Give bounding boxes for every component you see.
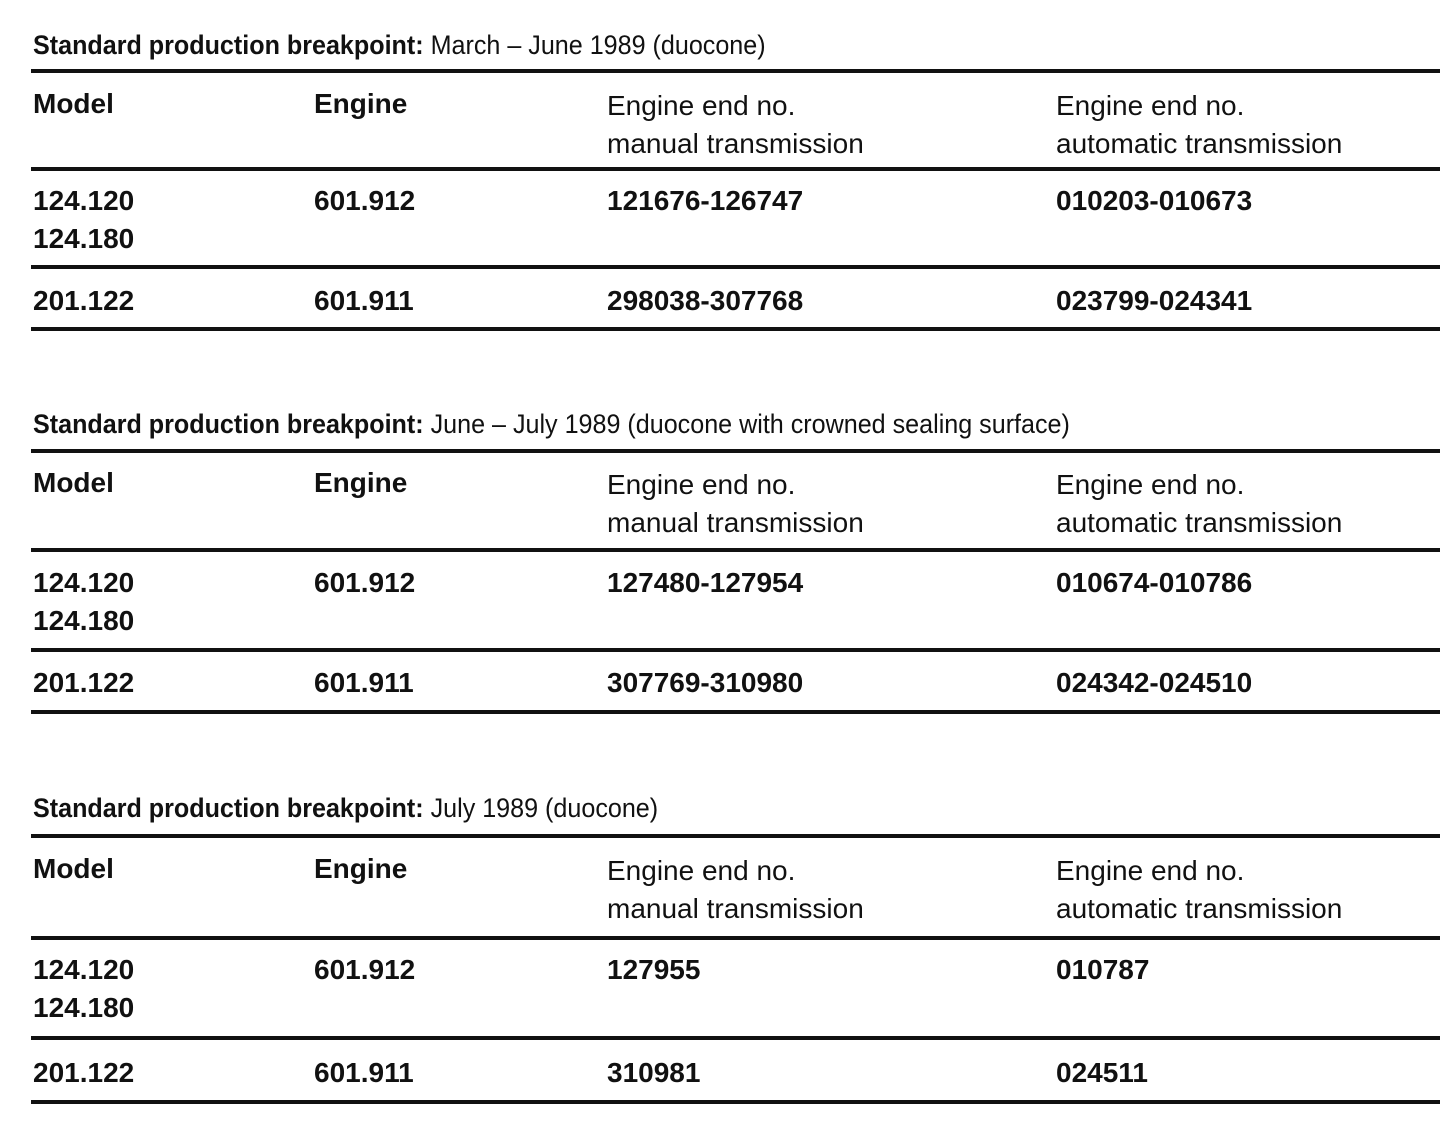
section-title bbox=[33, 406, 1070, 442]
header-model: Model bbox=[33, 88, 114, 119]
header-automatic-line1: Engine end no. bbox=[1056, 855, 1245, 886]
row-model bbox=[33, 564, 134, 640]
breakpoint-table-july bbox=[31, 790, 1440, 1110]
row-model-line1: 124.120 bbox=[33, 185, 135, 216]
header-manual-line1: Engine end no. bbox=[607, 469, 796, 500]
row-automatic: 023799-024341 bbox=[1056, 285, 1253, 316]
row-engine: 601.912 bbox=[314, 567, 416, 598]
header-automatic bbox=[1056, 466, 1342, 542]
header-manual bbox=[607, 87, 864, 163]
row-engine: 601.912 bbox=[314, 185, 416, 216]
row-model-line2: 124.180 bbox=[33, 223, 135, 254]
rule-top bbox=[31, 834, 1440, 838]
row-model: 201.122 bbox=[33, 285, 135, 316]
section-title-label: Standard production breakpoint: bbox=[33, 793, 424, 823]
row-model bbox=[33, 182, 134, 258]
header-automatic-line1: Engine end no. bbox=[1056, 469, 1245, 500]
rule-bottom bbox=[31, 710, 1440, 714]
section-title bbox=[33, 27, 766, 63]
rule-row bbox=[31, 1036, 1440, 1040]
rule-row bbox=[31, 265, 1440, 269]
header-manual-line1: Engine end no. bbox=[607, 90, 796, 121]
row-automatic: 024511 bbox=[1056, 1057, 1148, 1088]
row-automatic: 010787 bbox=[1056, 954, 1150, 985]
rule-row bbox=[31, 648, 1440, 652]
rule-bottom bbox=[31, 1100, 1440, 1104]
header-manual-line1: Engine end no. bbox=[607, 855, 796, 886]
row-model: 201.122 bbox=[33, 667, 135, 698]
rule-header bbox=[31, 167, 1440, 171]
row-manual: 127480-127954 bbox=[607, 567, 804, 598]
header-manual bbox=[607, 852, 864, 928]
row-engine: 601.911 bbox=[314, 285, 414, 316]
row-model: 201.122 bbox=[33, 1057, 135, 1088]
row-manual: 298038-307768 bbox=[607, 285, 804, 316]
header-engine: Engine bbox=[314, 853, 408, 884]
header-manual-line2: manual transmission bbox=[607, 507, 864, 538]
row-manual: 307769-310980 bbox=[607, 667, 804, 698]
header-automatic-line2: automatic transmission bbox=[1056, 507, 1343, 538]
rule-header bbox=[31, 936, 1440, 940]
row-automatic: 010203-010673 bbox=[1056, 185, 1253, 216]
row-engine: 601.911 bbox=[314, 1057, 414, 1088]
breakpoint-table-march-june bbox=[31, 27, 1440, 337]
header-automatic bbox=[1056, 852, 1342, 928]
header-model: Model bbox=[33, 853, 114, 884]
row-model-line1: 124.120 bbox=[33, 567, 135, 598]
header-engine: Engine bbox=[314, 467, 408, 498]
row-manual: 121676-126747 bbox=[607, 185, 804, 216]
header-automatic-line1: Engine end no. bbox=[1056, 90, 1245, 121]
breakpoint-table-june-july bbox=[31, 406, 1440, 716]
section-title-label: Standard production breakpoint: bbox=[33, 30, 424, 60]
header-automatic-line2: automatic transmission bbox=[1056, 128, 1343, 159]
row-model-line2: 124.180 bbox=[33, 992, 135, 1023]
section-title bbox=[33, 790, 658, 826]
row-model-line1: 124.120 bbox=[33, 954, 135, 985]
row-model-line2: 124.180 bbox=[33, 605, 135, 636]
section-title-period: March – June 1989 (duocone) bbox=[423, 30, 766, 60]
section-title-period: July 1989 (duocone) bbox=[423, 793, 659, 823]
rule-header bbox=[31, 548, 1440, 552]
section-title-period: June – July 1989 (duocone with crowned sealing surface) bbox=[423, 409, 1070, 439]
header-engine: Engine bbox=[314, 88, 408, 119]
rule-bottom bbox=[31, 327, 1440, 331]
header-manual bbox=[607, 466, 864, 542]
header-model: Model bbox=[33, 467, 114, 498]
row-engine: 601.911 bbox=[314, 667, 414, 698]
row-automatic: 010674-010786 bbox=[1056, 567, 1253, 598]
row-manual: 127955 bbox=[607, 954, 701, 985]
section-title-label: Standard production breakpoint: bbox=[33, 409, 424, 439]
rule-top bbox=[31, 69, 1440, 73]
header-automatic bbox=[1056, 87, 1342, 163]
row-automatic: 024342-024510 bbox=[1056, 667, 1253, 698]
header-manual-line2: manual transmission bbox=[607, 128, 864, 159]
row-engine: 601.912 bbox=[314, 954, 416, 985]
header-automatic-line2: automatic transmission bbox=[1056, 893, 1343, 924]
header-manual-line2: manual transmission bbox=[607, 893, 864, 924]
rule-top bbox=[31, 449, 1440, 453]
row-manual: 310981 bbox=[607, 1057, 701, 1088]
row-model bbox=[33, 951, 134, 1027]
